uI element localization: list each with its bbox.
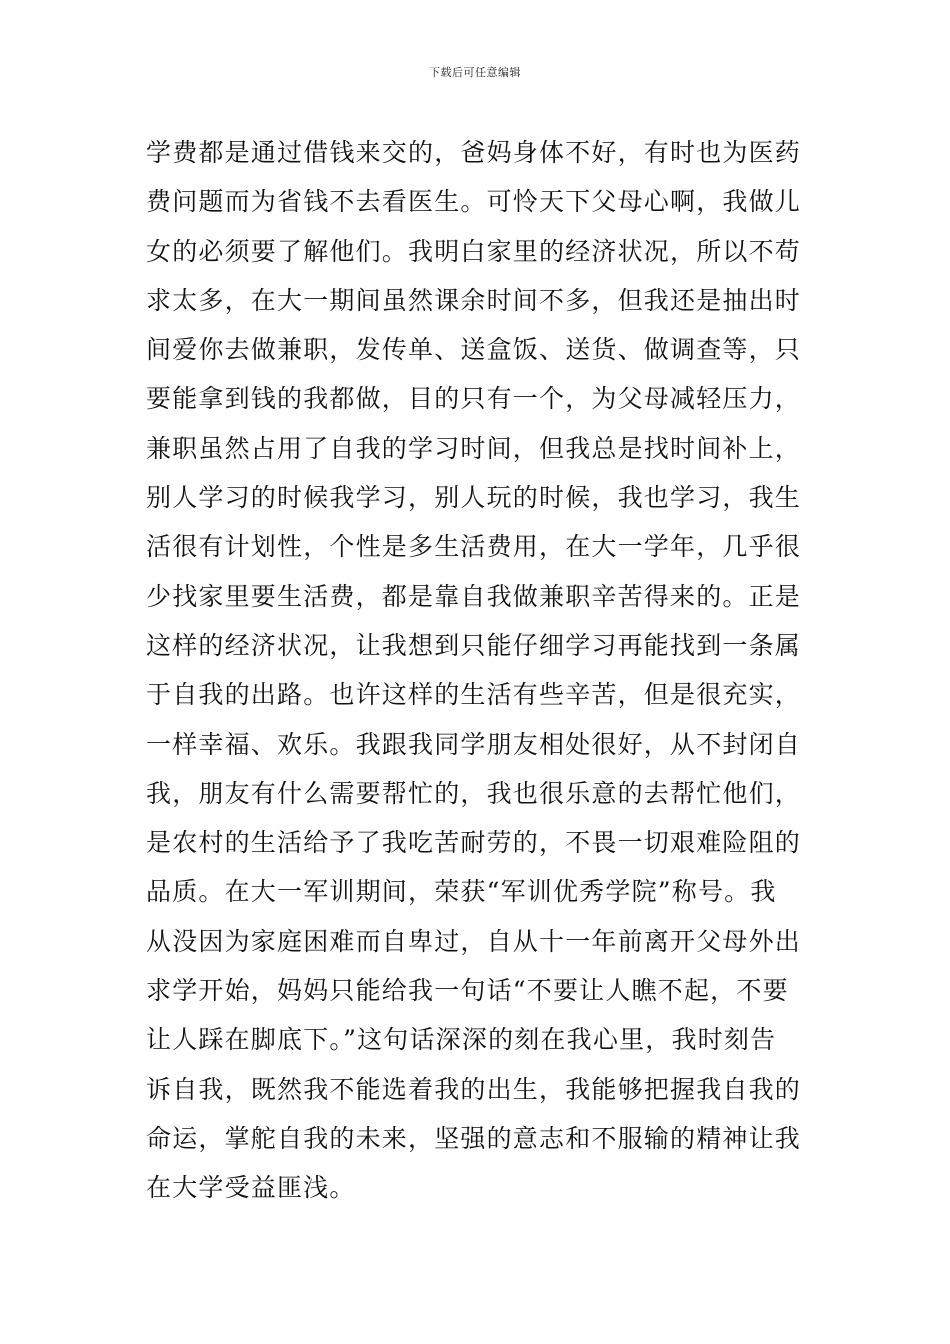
text-line: 诉自我，既然我不能选着我的出生，我能够把握我自我的 <box>146 1074 802 1104</box>
text-line: 活很有计划性，个性是多生活费用，在大一学年，几乎很 <box>146 532 802 562</box>
document-body <box>146 128 816 1213</box>
text-line: 求太多，在大一期间虽然课余时间不多，但我还是抽出时 <box>146 285 802 315</box>
text-line: 一样幸福、欢乐。我跟我同学朋友相处很好，从不封闭自 <box>146 729 802 759</box>
text-line: 在大学受益匪浅。 <box>146 1173 356 1203</box>
text-line: 让人踩在脚底下。”这句话深深的刻在我心里，我时刻告 <box>146 1025 777 1055</box>
text-line: 兼职虽然占用了自我的学习时间，但我总是找时间补上， <box>146 433 802 463</box>
text-line: 费问题而为省钱不去看医生。可怜天下父母心啊，我做儿 <box>146 187 802 217</box>
page-header: 下载后可任意编辑 <box>429 66 521 79</box>
text-line: 间爱你去做兼职，发传单、送盒饭、送货、做调查等，只 <box>146 335 802 365</box>
text-line: 命运，掌舵自我的未来，坚强的意志和不服输的精神让我 <box>146 1123 802 1153</box>
text-line: 于自我的出路。也许这样的生活有些辛苦，但是很充实， <box>146 680 802 710</box>
text-line: 我，朋友有什么需要帮忙的，我也很乐意的去帮忙他们， <box>146 778 802 808</box>
text-line: 是农村的生活给予了我吃苦耐劳的，不畏一切艰难险阻的 <box>146 828 802 858</box>
text-line: 少找家里要生活费，都是靠自我做兼职辛苦得来的。正是 <box>146 581 802 611</box>
text-line: 求学开始，妈妈只能给我一句话“不要让人瞧不起，不要 <box>146 976 789 1006</box>
text-line: 学费都是通过借钱来交的，爸妈身体不好，有时也为医药 <box>146 138 802 167</box>
text-line: 品质。在大一军训期间，荣获“军训优秀学院”称号。我 <box>146 877 777 907</box>
text-line: 别人学习的时候我学习，别人玩的时候，我也学习，我生 <box>146 483 802 513</box>
text-line: 这样的经济状况，让我想到只能仔细学习再能找到一条属 <box>146 630 802 660</box>
text-line: 从没因为家庭困难而自卑过，自从十一年前离开父母外出 <box>146 926 802 956</box>
text-line: 要能拿到钱的我都做，目的只有一个，为父母减轻压力， <box>146 384 802 414</box>
text-line: 女的必须要了解他们。我明白家里的经济状况，所以不苟 <box>146 236 802 266</box>
